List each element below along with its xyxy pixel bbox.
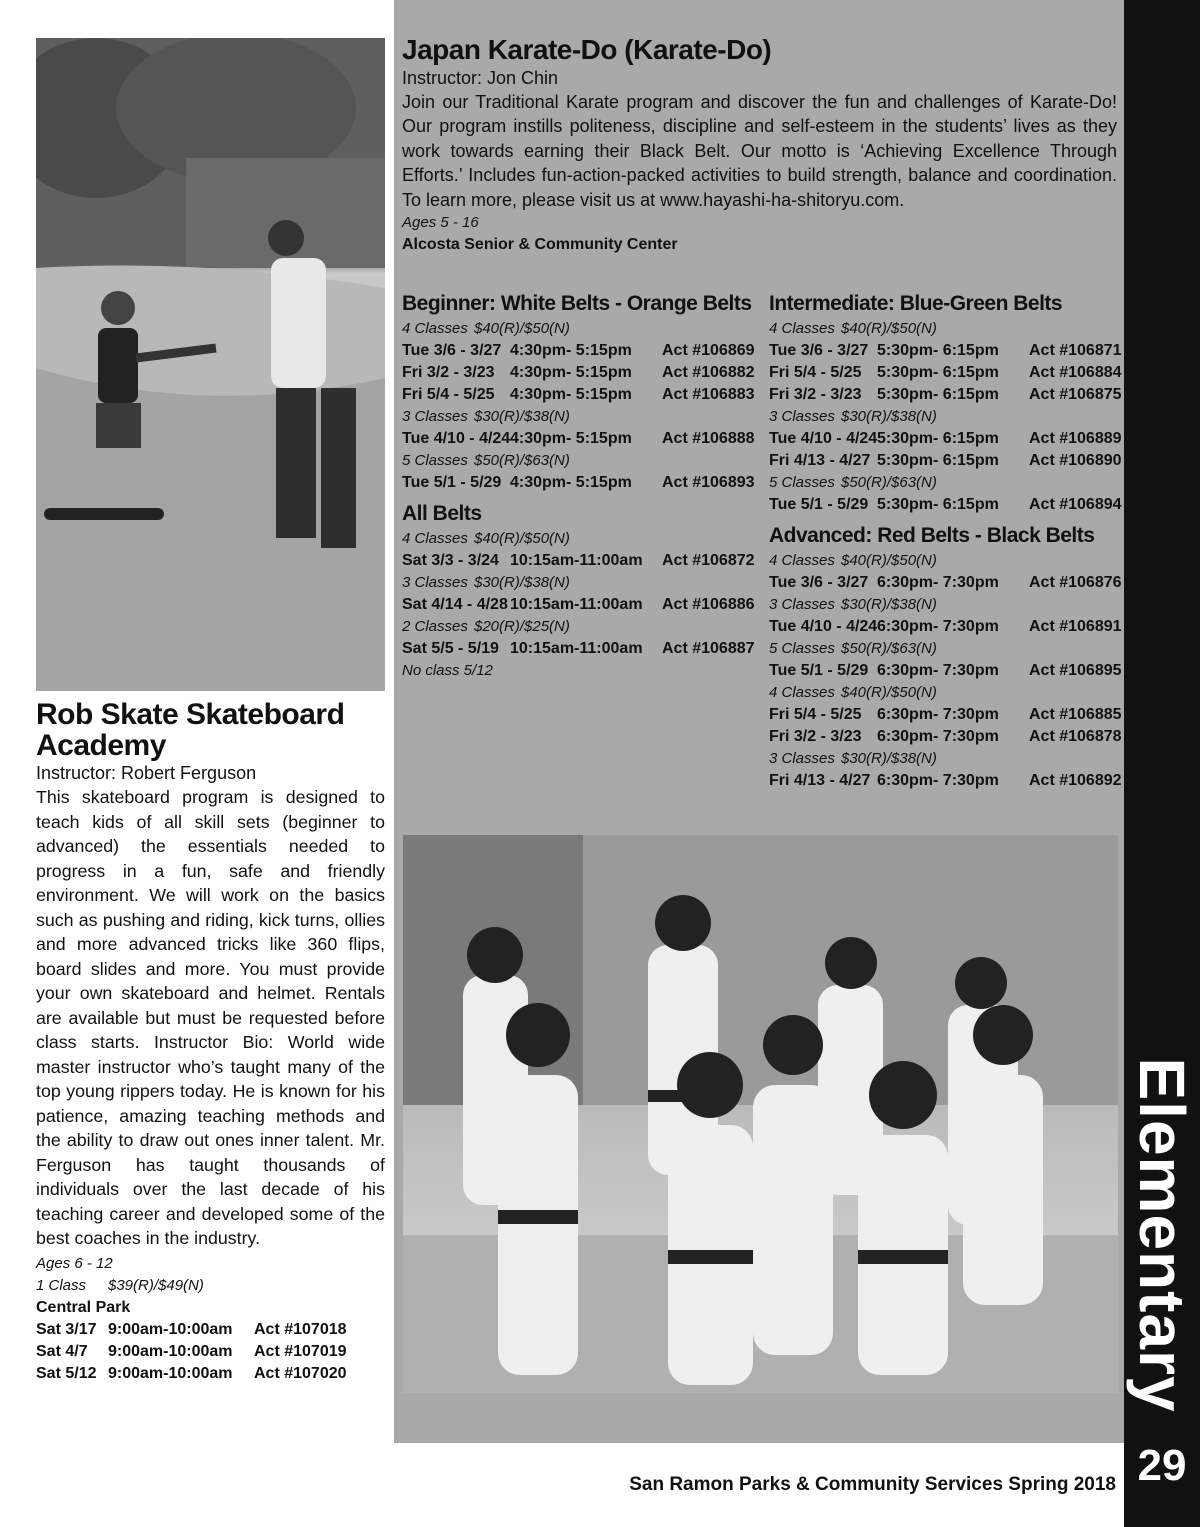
- class-count: 4 Classes: [769, 552, 835, 569]
- class-count: 3 Classes: [402, 574, 468, 591]
- class-price: $40(R)/$50(N): [841, 552, 937, 569]
- class-price-line: [402, 406, 754, 428]
- session-act: Act #106890: [1029, 452, 1122, 469]
- rob-skate-classes: 1 Class: [36, 1276, 87, 1294]
- session-act: Act #106889: [1029, 430, 1122, 447]
- session-date: Fri 5/4 - 5/25: [402, 386, 495, 403]
- schedule-row: [769, 362, 1121, 384]
- class-price: $50(R)/$63(N): [841, 640, 937, 657]
- session-date: Sat 3/3 - 3/24: [402, 552, 499, 569]
- session-time: 6:30pm- 7:30pm: [877, 772, 999, 789]
- side-tab-label: Elementary: [1126, 1057, 1198, 1413]
- page-number: 29: [1124, 1438, 1200, 1516]
- session-time: 10:15am-11:00am: [510, 640, 643, 657]
- class-price-line: [402, 616, 754, 638]
- session-time: 5:30pm- 6:15pm: [877, 386, 999, 403]
- schedule-row: [769, 726, 1121, 748]
- karate-ages: Ages 5 - 16: [402, 214, 479, 232]
- schedule-row: [769, 572, 1121, 594]
- class-price-line: [769, 594, 1121, 616]
- class-price-line: [769, 472, 1121, 494]
- class-price-line: [402, 528, 754, 550]
- class-price-line: [402, 572, 754, 594]
- class-count: 4 Classes: [769, 320, 835, 337]
- session-date: Sat 4/14 - 4/28: [402, 596, 508, 613]
- session-date: Fri 5/4 - 5/25: [769, 706, 862, 723]
- schedule-heading: Intermediate: Blue-Green Belts: [769, 292, 1063, 315]
- rob-skate-instructor: Instructor: Robert Ferguson: [36, 763, 257, 783]
- class-price: $20(R)/$25(N): [474, 618, 570, 635]
- karate-photo-illustration: [403, 835, 1118, 1393]
- session-date: Tue 4/10 - 4/24: [769, 618, 878, 635]
- class-price: $30(R)/$38(N): [841, 750, 937, 767]
- session-date: Tue 4/10 - 4/24: [769, 430, 878, 447]
- session-time: 6:30pm- 7:30pm: [877, 618, 999, 635]
- class-price-line: [769, 748, 1121, 770]
- class-count: 5 Classes: [769, 474, 835, 491]
- session-act: Act #106876: [1029, 574, 1122, 591]
- session-date: Sat 3/17: [36, 1320, 97, 1338]
- session-time: 9:00am-10:00am: [108, 1342, 233, 1360]
- session-act: Act #106895: [1029, 662, 1122, 679]
- karate-description: Join our Traditional Karate program and discover the fun and challenges of Karate-Do! Our program instills politeness, discipline and self-esteem in the students’ lives as they work towards earning their Black Belt. Our motto is ‘Achieving Excellence Through Efforts.’ Includes fun-action-packed activities to build strength, balance and coordination. To learn more, please visit us at www.hayashi-ha-shitoryu.com.: [402, 92, 1117, 210]
- rob-skate-ages: Ages 6 - 12: [36, 1254, 113, 1272]
- class-price: $40(R)/$50(N): [841, 320, 937, 337]
- session-date: Fri 5/4 - 5/25: [769, 364, 862, 381]
- rob-skate-description: This skateboard program is designed to teach kids of all skill sets (beginner to advanced) the essentials needed to progress in a fun, safe and friendly environment. We will work on the basics such as pushing and riding, kick turns, ollies and more advanced tricks like 360 flips, board slides and more. You must provide your own skateboard and helmet. Rentals are available but must be requested before class starts. Instructor Bio: World wide master instructor who’s taught many of the top young rippers today. He is known for his patience, amazing teaching methods and the ability to draw out ones inner talent. Mr. Ferguson has taught thousands of individuals over the last decade of his teaching career and developed some of the best coaches in the industry.: [36, 787, 385, 1248]
- session-time: 6:30pm- 7:30pm: [877, 574, 999, 591]
- session-time: 4:30pm- 5:15pm: [510, 342, 632, 359]
- karate-right-schedule: [769, 290, 1121, 792]
- rob-skate-section: [36, 38, 385, 1385]
- session-time: 9:00am-10:00am: [108, 1320, 233, 1338]
- schedule-row: [769, 704, 1121, 726]
- karate-location: Alcosta Senior & Community Center: [402, 236, 678, 254]
- schedule-row: [402, 428, 754, 450]
- session-act: Act #106872: [662, 552, 755, 569]
- class-count: 3 Classes: [769, 750, 835, 767]
- session-time: 10:15am-11:00am: [510, 596, 643, 613]
- class-count: 2 Classes: [402, 618, 468, 635]
- session-date: Tue 3/6 - 3/27: [769, 574, 869, 591]
- class-count: 3 Classes: [769, 408, 835, 425]
- schedule-row: [769, 428, 1121, 450]
- session-act: Act #106886: [662, 596, 755, 613]
- rob-skate-location: Central Park: [36, 1298, 131, 1316]
- class-price: $40(R)/$50(N): [474, 320, 570, 337]
- schedule-row: [402, 472, 754, 494]
- rob-skate-title: [36, 699, 385, 761]
- session-time: 5:30pm- 6:15pm: [877, 342, 999, 359]
- rob-skate-title-line1: Rob Skate Skateboard: [36, 698, 345, 731]
- karate-title: Japan Karate-Do (Karate-Do): [402, 34, 772, 65]
- session-time: 4:30pm- 5:15pm: [510, 430, 632, 447]
- schedule-note: No class 5/12: [402, 662, 493, 679]
- schedule-row: [769, 450, 1121, 472]
- schedule-row: [402, 638, 754, 660]
- schedule-heading: Beginner: White Belts - Orange Belts: [402, 292, 752, 315]
- karate-left-schedule: [402, 290, 754, 682]
- karate-instructor: Instructor: Jon Chin: [402, 68, 559, 88]
- session-act: Act #106871: [1029, 342, 1122, 359]
- session-date: Tue 5/1 - 5/29: [769, 496, 869, 513]
- class-price-line: [402, 318, 754, 340]
- class-count: 4 Classes: [769, 684, 835, 701]
- session-date: Tue 3/6 - 3/27: [769, 342, 869, 359]
- schedule-row: [769, 340, 1121, 362]
- session-time: 6:30pm- 7:30pm: [877, 706, 999, 723]
- session-act: Act #106885: [1029, 706, 1122, 723]
- schedule-row: [402, 362, 754, 384]
- session-date: Fri 4/13 - 4/27: [769, 452, 871, 469]
- session-date: Tue 5/1 - 5/29: [769, 662, 869, 679]
- session-date: Fri 3/2 - 3/23: [402, 364, 495, 381]
- session-time: 6:30pm- 7:30pm: [877, 662, 999, 679]
- schedule-heading: All Belts: [402, 502, 482, 525]
- class-price-line: [769, 682, 1121, 704]
- schedule-row: [402, 384, 754, 406]
- session-time: 5:30pm- 6:15pm: [877, 364, 999, 381]
- session-date: Fri 3/2 - 3/23: [769, 728, 862, 745]
- class-price: $30(R)/$38(N): [474, 574, 570, 591]
- session-act: Act #106888: [662, 430, 755, 447]
- class-price: $40(R)/$50(N): [474, 530, 570, 547]
- class-price: $30(R)/$38(N): [841, 596, 937, 613]
- class-price-line: [769, 638, 1121, 660]
- class-price: $50(R)/$63(N): [474, 452, 570, 469]
- class-count: 5 Classes: [402, 452, 468, 469]
- session-time: 4:30pm- 5:15pm: [510, 474, 632, 491]
- session-act: Act #107019: [254, 1342, 347, 1360]
- class-count: 5 Classes: [769, 640, 835, 657]
- session-act: Act #106882: [662, 364, 755, 381]
- class-price-line: [769, 318, 1121, 340]
- schedule-row: [402, 340, 754, 362]
- session-act: Act #107018: [254, 1320, 347, 1338]
- session-date: Sat 4/7: [36, 1342, 88, 1360]
- session-act: Act #106875: [1029, 386, 1122, 403]
- skateboard-photo: [36, 38, 385, 691]
- class-price: $30(R)/$38(N): [474, 408, 570, 425]
- schedule-heading: Advanced: Red Belts - Black Belts: [769, 524, 1095, 547]
- session-time: 4:30pm- 5:15pm: [510, 364, 632, 381]
- session-act: Act #106894: [1029, 496, 1122, 513]
- class-price-line: [769, 550, 1121, 572]
- session-date: Fri 3/2 - 3/23: [769, 386, 862, 403]
- session-act: Act #106891: [1029, 618, 1122, 635]
- session-act: Act #106883: [662, 386, 755, 403]
- session-act: Act #107020: [254, 1364, 347, 1382]
- rob-skate-price-line: [36, 1275, 385, 1297]
- schedule-row: [769, 494, 1121, 516]
- session-date: Tue 3/6 - 3/27: [402, 342, 502, 359]
- rob-skate-price: $39(R)/$49(N): [108, 1276, 204, 1294]
- session-time: 4:30pm- 5:15pm: [510, 386, 632, 403]
- schedule-row: [769, 770, 1121, 792]
- class-price: $30(R)/$38(N): [841, 408, 937, 425]
- session-time: 9:00am-10:00am: [108, 1364, 233, 1382]
- schedule-row: [36, 1363, 385, 1385]
- session-date: Sat 5/12: [36, 1364, 97, 1382]
- schedule-row: [402, 550, 754, 572]
- schedule-row: [36, 1341, 385, 1363]
- schedule-row: [402, 594, 754, 616]
- schedule-row: [769, 616, 1121, 638]
- karate-photo: [403, 835, 1118, 1393]
- schedule-row: [36, 1319, 385, 1341]
- session-act: Act #106887: [662, 640, 755, 657]
- session-act: Act #106884: [1029, 364, 1122, 381]
- class-count: 3 Classes: [402, 408, 468, 425]
- session-date: Sat 5/5 - 5/19: [402, 640, 499, 657]
- schedule-row: [769, 384, 1121, 406]
- schedule-row: [769, 660, 1121, 682]
- session-time: 6:30pm- 7:30pm: [877, 728, 999, 745]
- class-count: 4 Classes: [402, 320, 468, 337]
- class-count: 4 Classes: [402, 530, 468, 547]
- class-price-line: [769, 406, 1121, 428]
- session-date: Fri 4/13 - 4/27: [769, 772, 871, 789]
- class-price: $50(R)/$63(N): [841, 474, 937, 491]
- session-act: Act #106892: [1029, 772, 1122, 789]
- class-count: 3 Classes: [769, 596, 835, 613]
- session-act: Act #106878: [1029, 728, 1122, 745]
- session-time: 10:15am-11:00am: [510, 552, 643, 569]
- session-date: Tue 5/1 - 5/29: [402, 474, 502, 491]
- footer-publication: San Ramon Parks & Community Services Spring 2018: [629, 1474, 1116, 1495]
- session-date: Tue 4/10 - 4/24: [402, 430, 511, 447]
- class-price: $40(R)/$50(N): [841, 684, 937, 701]
- session-act: Act #106893: [662, 474, 755, 491]
- rob-skate-title-line2: Academy: [36, 729, 166, 762]
- rob-skate-sessions: [36, 1319, 385, 1385]
- session-time: 5:30pm- 6:15pm: [877, 430, 999, 447]
- session-act: Act #106869: [662, 342, 755, 359]
- session-time: 5:30pm- 6:15pm: [877, 496, 999, 513]
- skateboard-photo-illustration: [36, 38, 385, 691]
- session-time: 5:30pm- 6:15pm: [877, 452, 999, 469]
- class-price-line: [402, 450, 754, 472]
